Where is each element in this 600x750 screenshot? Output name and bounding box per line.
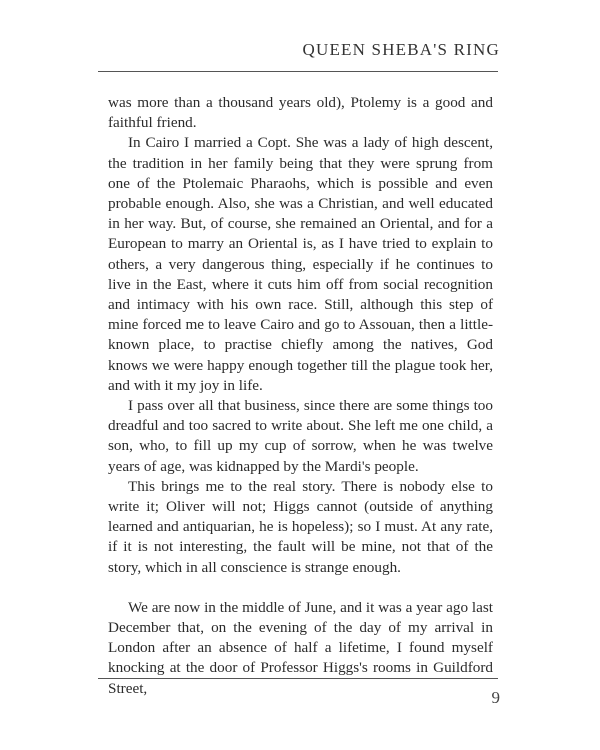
header-rule — [98, 71, 498, 72]
paragraph: In Cairo I married a Copt. She was a lady of high descent, the tradition in her family being that they were sprung from one of the Ptolemaic Pharaohs, which is possible and even probable enough. Also, she was a Christian, and well educated in her way. But, of course, she remained an Oriental, and for a European to marry an Oriental is, as I have tried to explain to others, a very dangerous thing, especially if he continues to live in the East, where it cuts him off from social recognition and intimacy with his own race. Still, although this step of mine forced me to leave Cairo and go to Assouan, then a little-known place, to practise chiefly among the natives, God knows we were happy enough together till the plague took her, and with it my joy in life. — [108, 134, 493, 394]
page-number: 9 — [491, 688, 500, 707]
paragraph: I pass over all that business, since there are some things too dreadful and too sacred to write about. She left me one child, a son, who, to fill up my cup of sorrow, when he was twelve years of age, was kidnapped by the Mardi's people. — [108, 397, 493, 475]
running-head-title: QUEEN SHEBA'S RING — [302, 40, 500, 59]
paragraph-continuation: was more than a thousand years old), Ptolemy is a good and faithful friend. — [108, 94, 493, 132]
page-body — [108, 93, 493, 699]
paragraph-new-section: We are now in the middle of June, and it was a year ago last December that, on the evening of the day of my arrival in London after an absence of half a lifetime, I found myself knocking at the door of Professor Higgs's rooms in Guildford Street, — [108, 598, 493, 697]
paragraph: This brings me to the real story. There is nobody else to write it; Oliver will not; Higgs cannot (outside of anything learned and antiquarian, he is hopeless); so I must. At any rate, if it is not interesting, the fault will be mine, not that of the story, which in all conscience is strange enough. — [108, 477, 493, 576]
footer-rule — [98, 678, 498, 679]
